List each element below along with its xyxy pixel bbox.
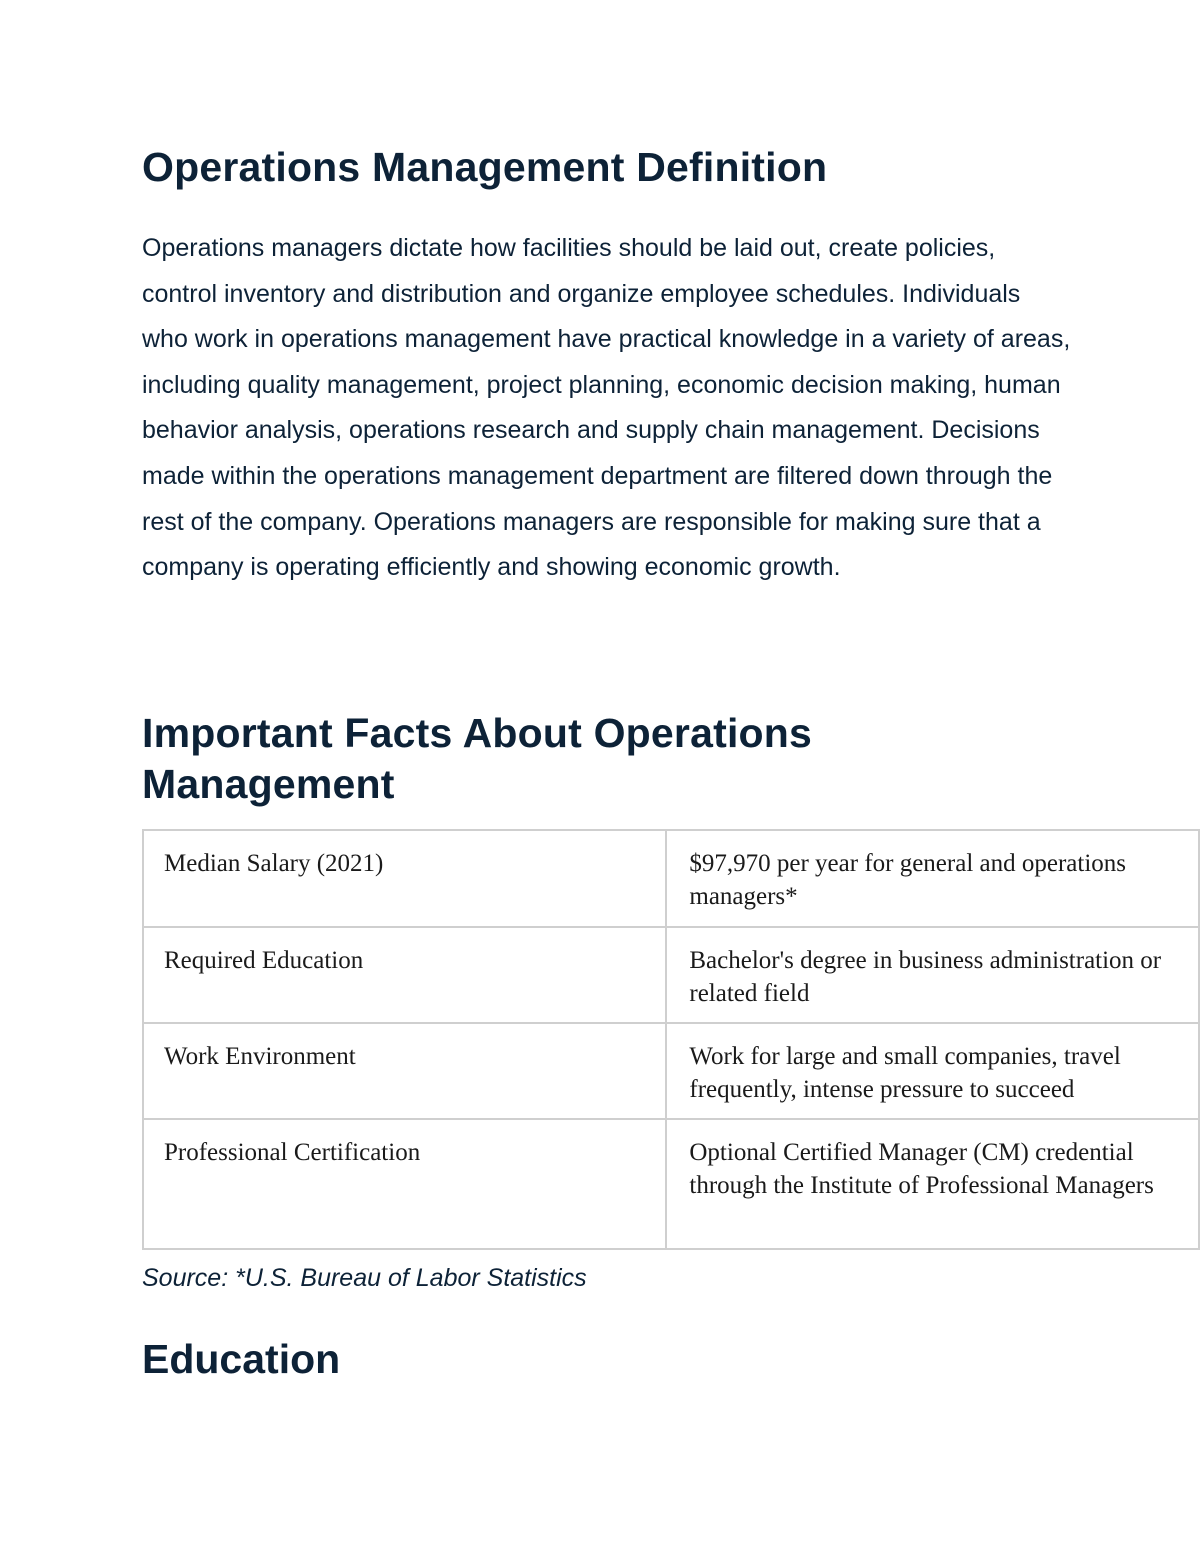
source-note: Source: *U.S. Bureau of Labor Statistics: [142, 1264, 587, 1292]
row-value-required-education: Bachelor's degree in business administration or related field: [666, 927, 1199, 1023]
table-row: [143, 1023, 1199, 1119]
row-label-professional-certification: Professional Certification: [143, 1119, 666, 1249]
row-label-work-environment: Work Environment: [143, 1023, 666, 1119]
row-value-work-environment: Work for large and small companies, travel frequently, intense pressure to succeed: [666, 1023, 1199, 1119]
heading-important-facts: Important Facts About Operations Management: [142, 710, 813, 807]
row-label-median-salary: Median Salary (2021): [143, 830, 666, 927]
row-label-required-education: Required Education: [143, 927, 666, 1023]
row-value-median-salary: $97,970 per year for general and operations managers*: [666, 830, 1199, 927]
heading-definition: Operations Management Definition: [142, 144, 828, 190]
table-row: [143, 927, 1199, 1023]
facts-table: [142, 829, 1200, 1250]
heading-education: Education: [142, 1336, 341, 1382]
table-row: [143, 830, 1199, 927]
row-value-professional-certification: Optional Certified Manager (CM) credential through the Institute of Professional Managers: [666, 1119, 1199, 1249]
intro-paragraph: Operations managers dictate how facilities should be laid out, create policies, control inventory and distribution and organize employee schedules. Individuals who work in operations management have practical knowledge in a variety of areas, including quality management, project planning, economic decision making, human behavior analysis, operations research and supply chain management. Decisions made within the operations management department are filtered down through the rest of the company. Operations managers are responsible for making sure that a company is operating efficiently and showing economic growth.: [142, 234, 1071, 582]
table-row: [143, 1119, 1199, 1249]
